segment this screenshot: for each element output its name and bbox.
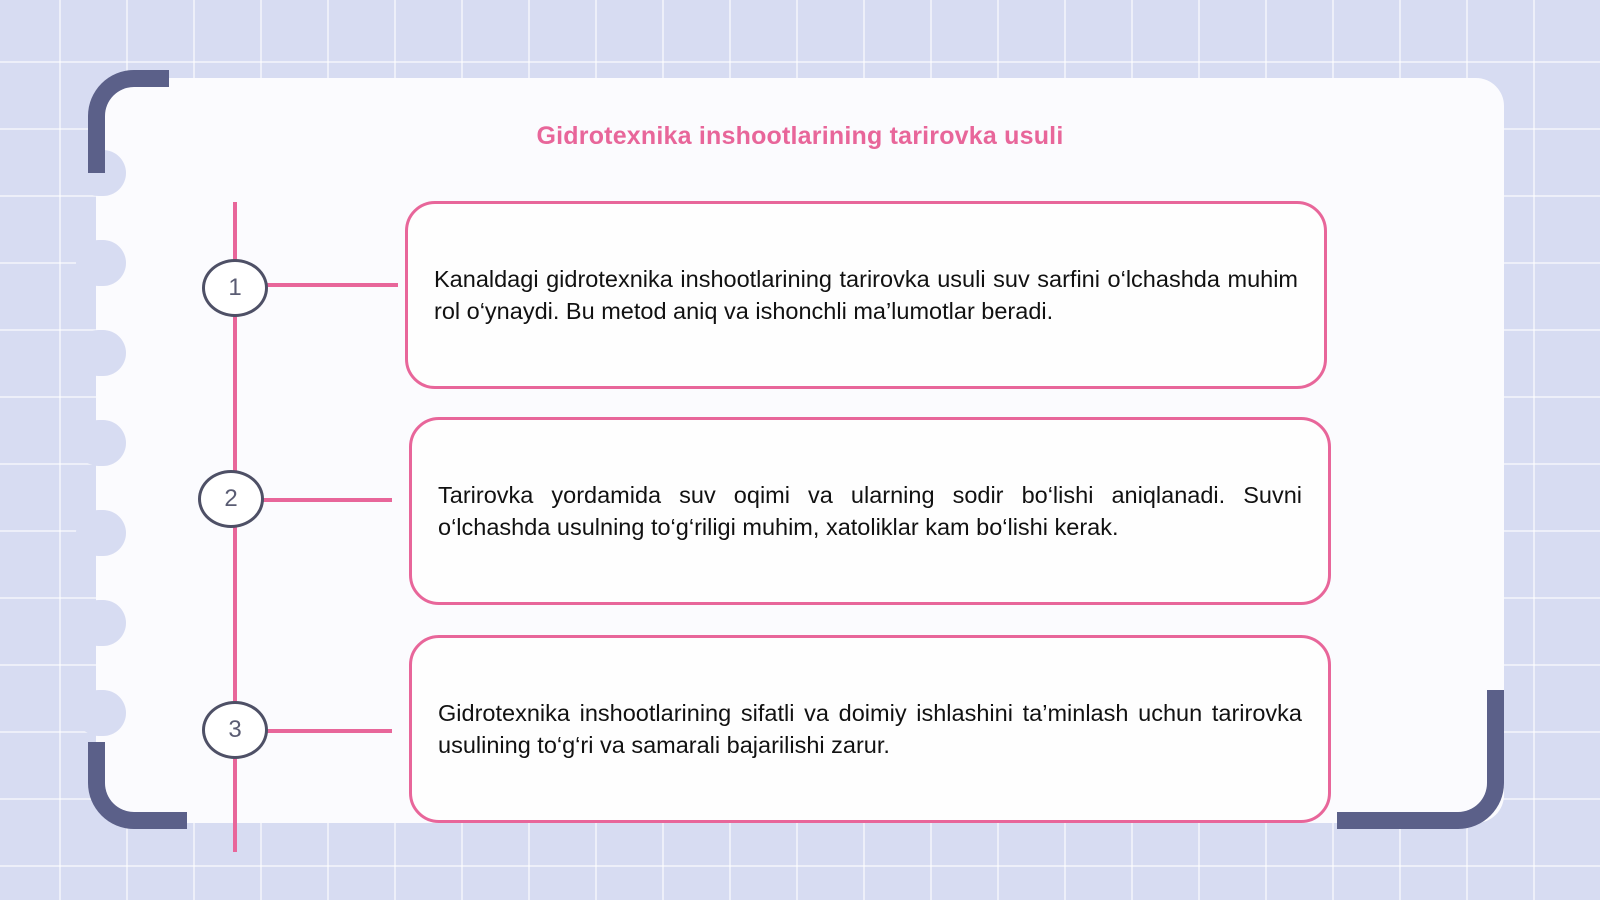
step-number: 2 — [224, 485, 238, 512]
paper-notch — [76, 600, 126, 646]
step-marker-1 — [202, 259, 268, 317]
step-card-1 — [405, 201, 1327, 389]
slide-title: Gidrotexnika inshootlarining tarirovka usuli — [536, 122, 1064, 150]
paper-notch — [76, 510, 126, 556]
paper-notch — [76, 690, 126, 736]
timeline-connector — [262, 498, 392, 502]
step-number: 3 — [228, 716, 242, 743]
paper-notch — [76, 240, 126, 286]
paper-notch — [76, 420, 126, 466]
step-marker-3 — [202, 701, 268, 759]
timeline-connector — [262, 729, 392, 733]
corner-bracket-top-left — [88, 70, 169, 173]
corner-bracket-bottom-right — [1337, 690, 1504, 829]
step-text: Tarirovka yordamida suv oqimi va ularning sodir bo‘lishi aniqlanadi. Suvni o‘lchashda usulning to‘g‘riligi muhim, xatoliklar kam bo‘lishi kerak. — [438, 482, 1302, 540]
step-card-3 — [409, 635, 1331, 823]
step-number: 1 — [228, 274, 242, 301]
timeline-connector — [262, 283, 398, 287]
corner-bracket-bottom-left — [88, 742, 187, 829]
paper-notch — [76, 330, 126, 376]
step-text: Gidrotexnika inshootlarining sifatli va doimiy ishlashini ta’minlash uchun tarirovka usulining to‘g‘ri va samarali bajarilishi zarur. — [438, 700, 1302, 758]
step-card-2 — [409, 417, 1331, 605]
step-text: Kanaldagi gidrotexnika inshootlarining tarirovka usuli suv sarfini o‘lchashda muhim rol o‘ynaydi. Bu metod aniq va ishonchli ma’lumotlar beradi. — [434, 266, 1298, 324]
step-marker-2 — [198, 470, 264, 528]
